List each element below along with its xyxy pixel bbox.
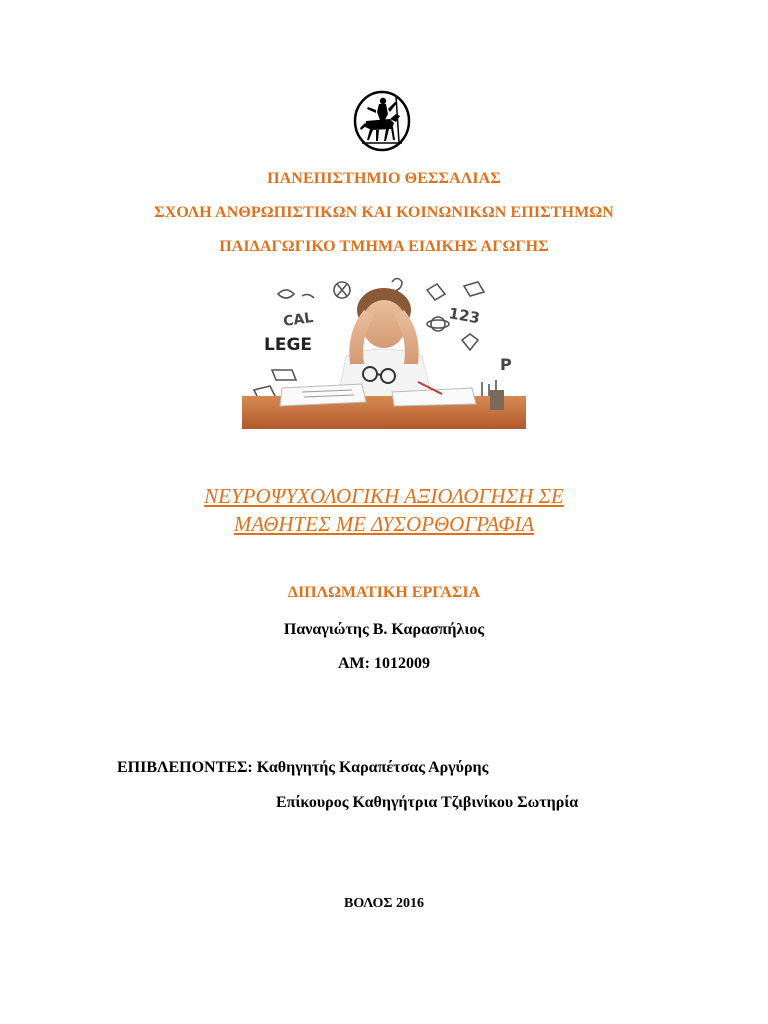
doodle-text-p: P [500,355,512,374]
author-name: Παναγιώτης Β. Καρασπήλιος [283,621,485,638]
university-seal-logo [352,90,412,152]
cover-photo [242,272,526,429]
doodle-text-lege: LEGE [264,335,313,355]
doodle-text-cal: CAL [282,309,315,330]
doodle-text-123: 123 [447,304,482,328]
thesis-title-line2: ΜΑΘΗΤΕΣ ΜΕ ΔΥΣΟΡΘΟΓΡΑΦΙΑ [233,512,535,536]
student-id: ΑΜ: 1012009 [338,655,430,672]
department-name: ΠΑΙΔΑΓΩΓΙΚΟ ΤΜΗΜΑ ΕΙΔΙΚΗΣ ΑΓΩΓΗΣ [219,238,549,255]
university-name: ΠΑΝΕΠΙΣΤΗΜΙΟ ΘΕΣΣΑΛΙΑΣ [267,170,501,187]
thesis-title-line1: ΝΕΥΡΟΨΥΧΟΛΟΓΙΚΗ ΑΞΙΟΛΟΓΗΣΗ ΣΕ [204,484,564,508]
thesis-type: ΔΙΠΛΩΜΑΤΙΚΗ ΕΡΓΑΣΙΑ [287,584,481,601]
place-year: ΒΟΛΟΣ 2016 [344,896,424,911]
supervisors-secondary: Επίκουρος Καθηγήτρια Τζιβινίκου Σωτηρία [276,794,579,811]
school-name: ΣΧΟΛΗ ΑΝΘΡΩΠΙΣΤΙΚΩΝ ΚΑΙ ΚΟΙΝΩΝΙΚΩΝ ΕΠΙΣΤΗΜΩΝ [154,204,614,221]
supervisors-primary: ΕΠΙΒΛΕΠΟΝΤΕΣ: Καθηγητής Καραπέτσας Αργύρης [117,759,489,776]
